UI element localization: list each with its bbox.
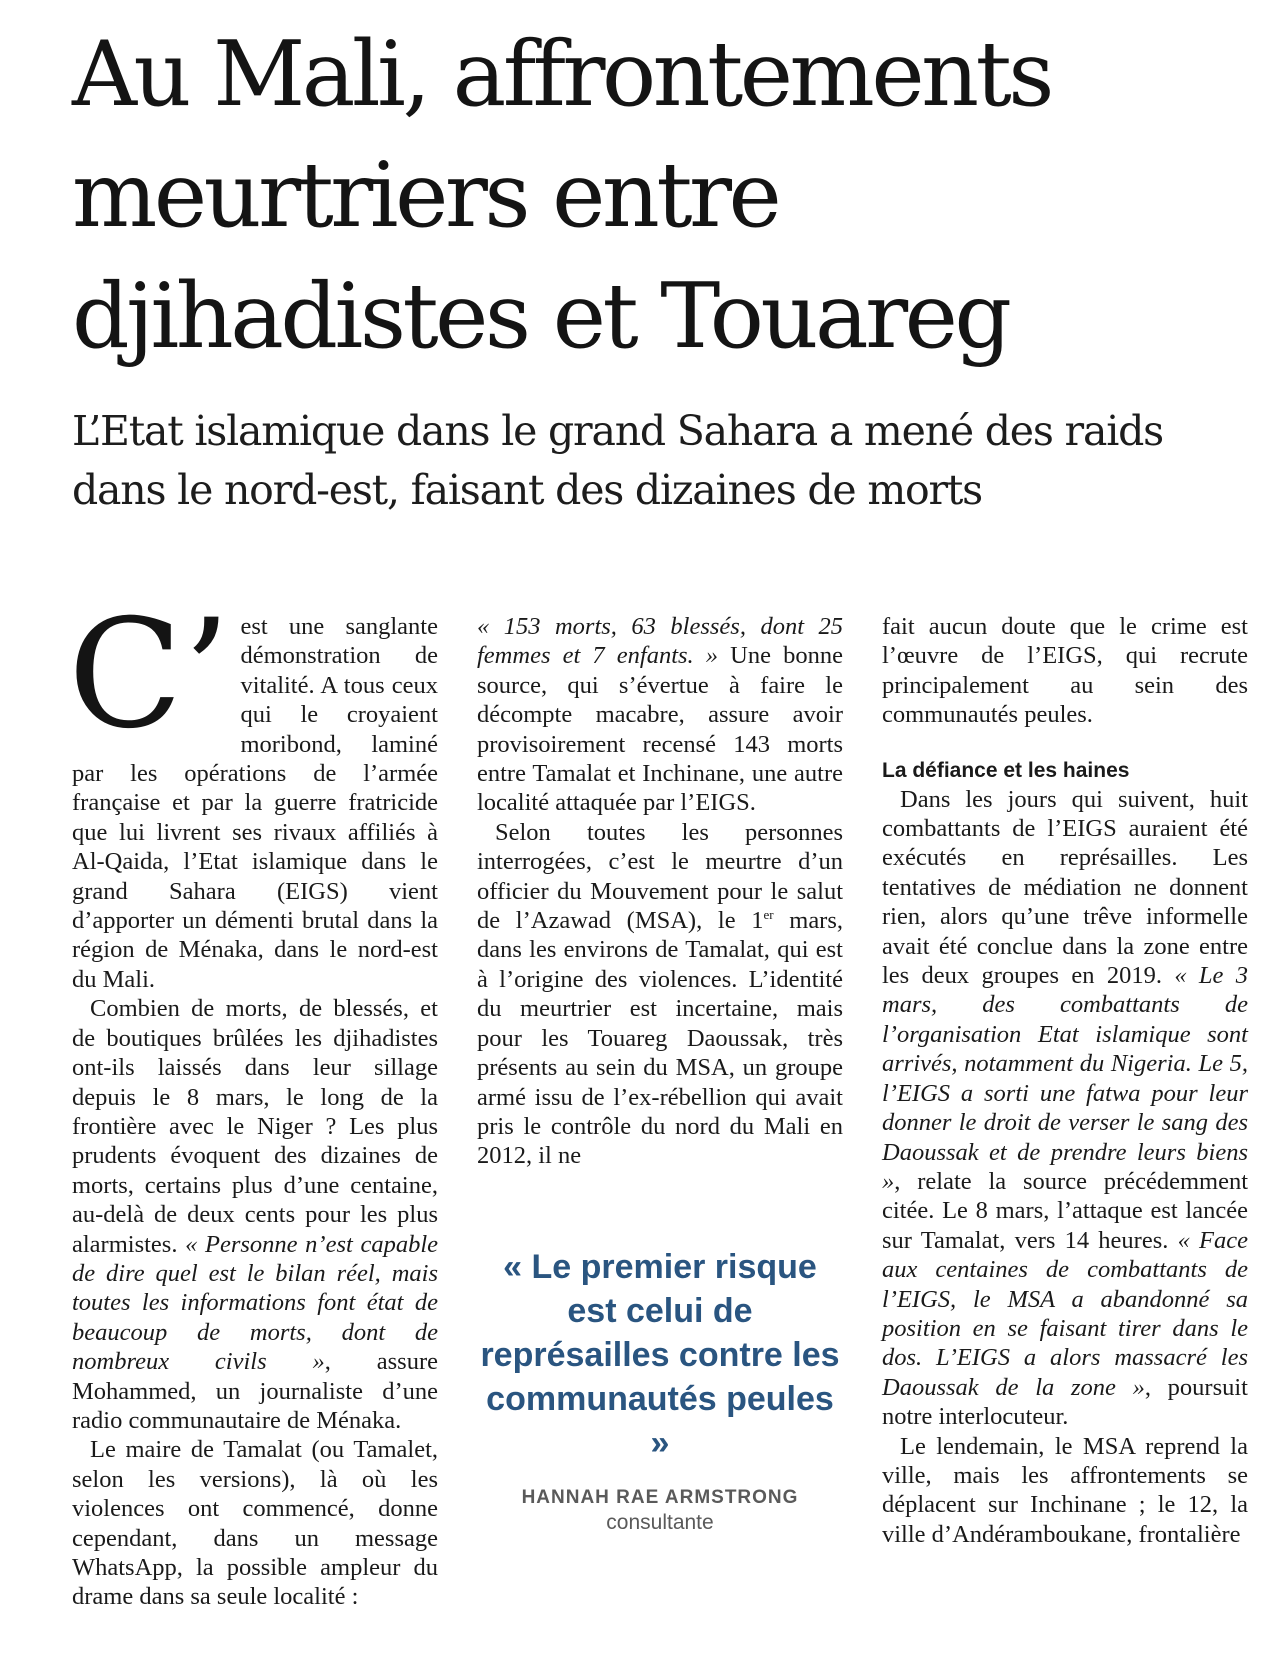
deck: L’Etat islamique dans le grand Sahara a mené des raids dans le nord-est, faisant des dizaines de morts: [72, 407, 1163, 514]
paragraph: [882, 785, 1248, 1432]
paragraph-text: Selon toutes les personnes interrogées, c’est le meurtre d’un officier du Mouvement pour le salut de l’Azawad (MSA), le 1: [477, 818, 843, 935]
paragraph: [477, 818, 843, 1171]
paragraph-text: , poursuit notre interlocuteur.: [882, 1373, 1248, 1431]
quote: « Le 3 mars, des combattants de l’organisation Etat islamique sont arrivés, notamment du Nigeria. Le 5, l’EIGS a sorti une fatwa pour leur donner le droit de verser le sang des Daoussak et de prendre leurs biens »: [882, 962, 1248, 1195]
superscript: er: [763, 906, 774, 922]
column-1: [68, 588, 439, 1612]
paragraph: [68, 588, 438, 994]
paragraph-text: mars, dans les environs de Tamalat, qui est à l’origine des violences. L’identité du meurtrier est incertaine, mais pour les Touareg Daoussak, très présents au sein du MSA, un groupe armé issu de l’ex-rébellion qui avait pris le contrôle du nord du Mali en 2012, il ne: [477, 907, 844, 1170]
column-2: [477, 612, 843, 1171]
paragraph-text: , assure Mohammed, un journaliste d’une radio communautaire de Ménaka.: [72, 1348, 438, 1434]
headline: Au Mali, affrontements meurtriers entre djihadistes et Touareg: [72, 22, 1051, 369]
paragraph-text: , relate la source précédemment citée. Le 8 mars, l’attaque est lancée sur Tamalat, vers 14 heures.: [882, 1167, 1248, 1254]
column-3: [882, 612, 1248, 1549]
paragraph-text: fait aucun doute que le crime est l’œuvre de l’EIGS, qui recrute principalement au sein des communautés peules.: [882, 613, 1248, 729]
paragraph: [477, 612, 843, 818]
paragraph: [882, 1432, 1248, 1550]
quote: « Face aux centaines de combattants de l’EIGS, le MSA a abandonné sa position en se faisant tirer dans le dos. L’EIGS a alors massacré les Daoussak de la zone »: [882, 1226, 1248, 1401]
paragraph-text: Une bonne source, qui s’évertue à faire le décompte macabre, assure avoir provisoirement recensé 143 morts entre Tamalat et Inchinane, une autre localité attaquée par l’EIGS.: [477, 642, 843, 817]
paragraph-text: Dans les jours qui suivent, huit combattants de l’EIGS auraient été exécutés en représailles. Les tentatives de médiation ne donnent rien, alors qu’une trêve informelle avait été conclue dans la zone entre les deux groupes en 2019.: [882, 785, 1248, 990]
paragraph-text: Le lendemain, le MSA reprend la ville, mais les affrontements se déplacent sur Inchinane ; le 12, la ville d’Andéramboukane, frontalière: [882, 1432, 1248, 1548]
paragraph: [72, 1435, 438, 1611]
pull-quote-author: HANNAH RAE ARMSTRONG: [521, 1487, 799, 1508]
paragraph: [882, 612, 1248, 730]
quote: « Personne n’est capable de dire quel est le bilan réel, mais toutes les informations font état de beaucoup de morts, dont de nombreux civils »: [72, 1230, 439, 1376]
pull-quote-text: « Le premier risque est celui de représailles contre les communautés peules »: [480, 1248, 840, 1462]
paragraph-text: Combien de morts, de blessés, et de boutiques brûlées les djihadistes ont-ils laissés dans leur sillage depuis le 8 mars, le long de la frontière avec le Niger ? Les plus prudents évoquent des dizaines de morts, certains plus d’une centaine, au-delà de deux cents pour les plus alarmistes.: [72, 995, 438, 1258]
paragraph: [72, 994, 438, 1435]
paragraph-text: est une sanglante démonstration de vitalité. A tous ceux qui le croyaient moribond, laminé par les opérations de l’armée française et par la guerre fratricide que lui livrent ses rivaux affiliés à Al-Qaida, l’Etat islamique dans le grand Sahara (EIGS) vient d’apporter un démenti brutal dans la région de Ménaka, dans le nord-est du Mali.: [72, 613, 438, 993]
paragraph-text: Le maire de Tamalat (ou Tamalet, selon les versions), là où les violences ont commencé, donne cependant, dans un message WhatsApp, la possible ampleur du drame dans sa seule localité :: [72, 1436, 438, 1611]
pull-quote: [477, 1245, 843, 1535]
quote: « 153 morts, 63 blessés, dont 25 femmes et 7 enfants. »: [477, 613, 843, 670]
pull-quote-role: consultante: [606, 1511, 714, 1534]
section-subhead: La défiance et les haines: [882, 758, 1130, 782]
dropcap: C’: [68, 588, 231, 762]
